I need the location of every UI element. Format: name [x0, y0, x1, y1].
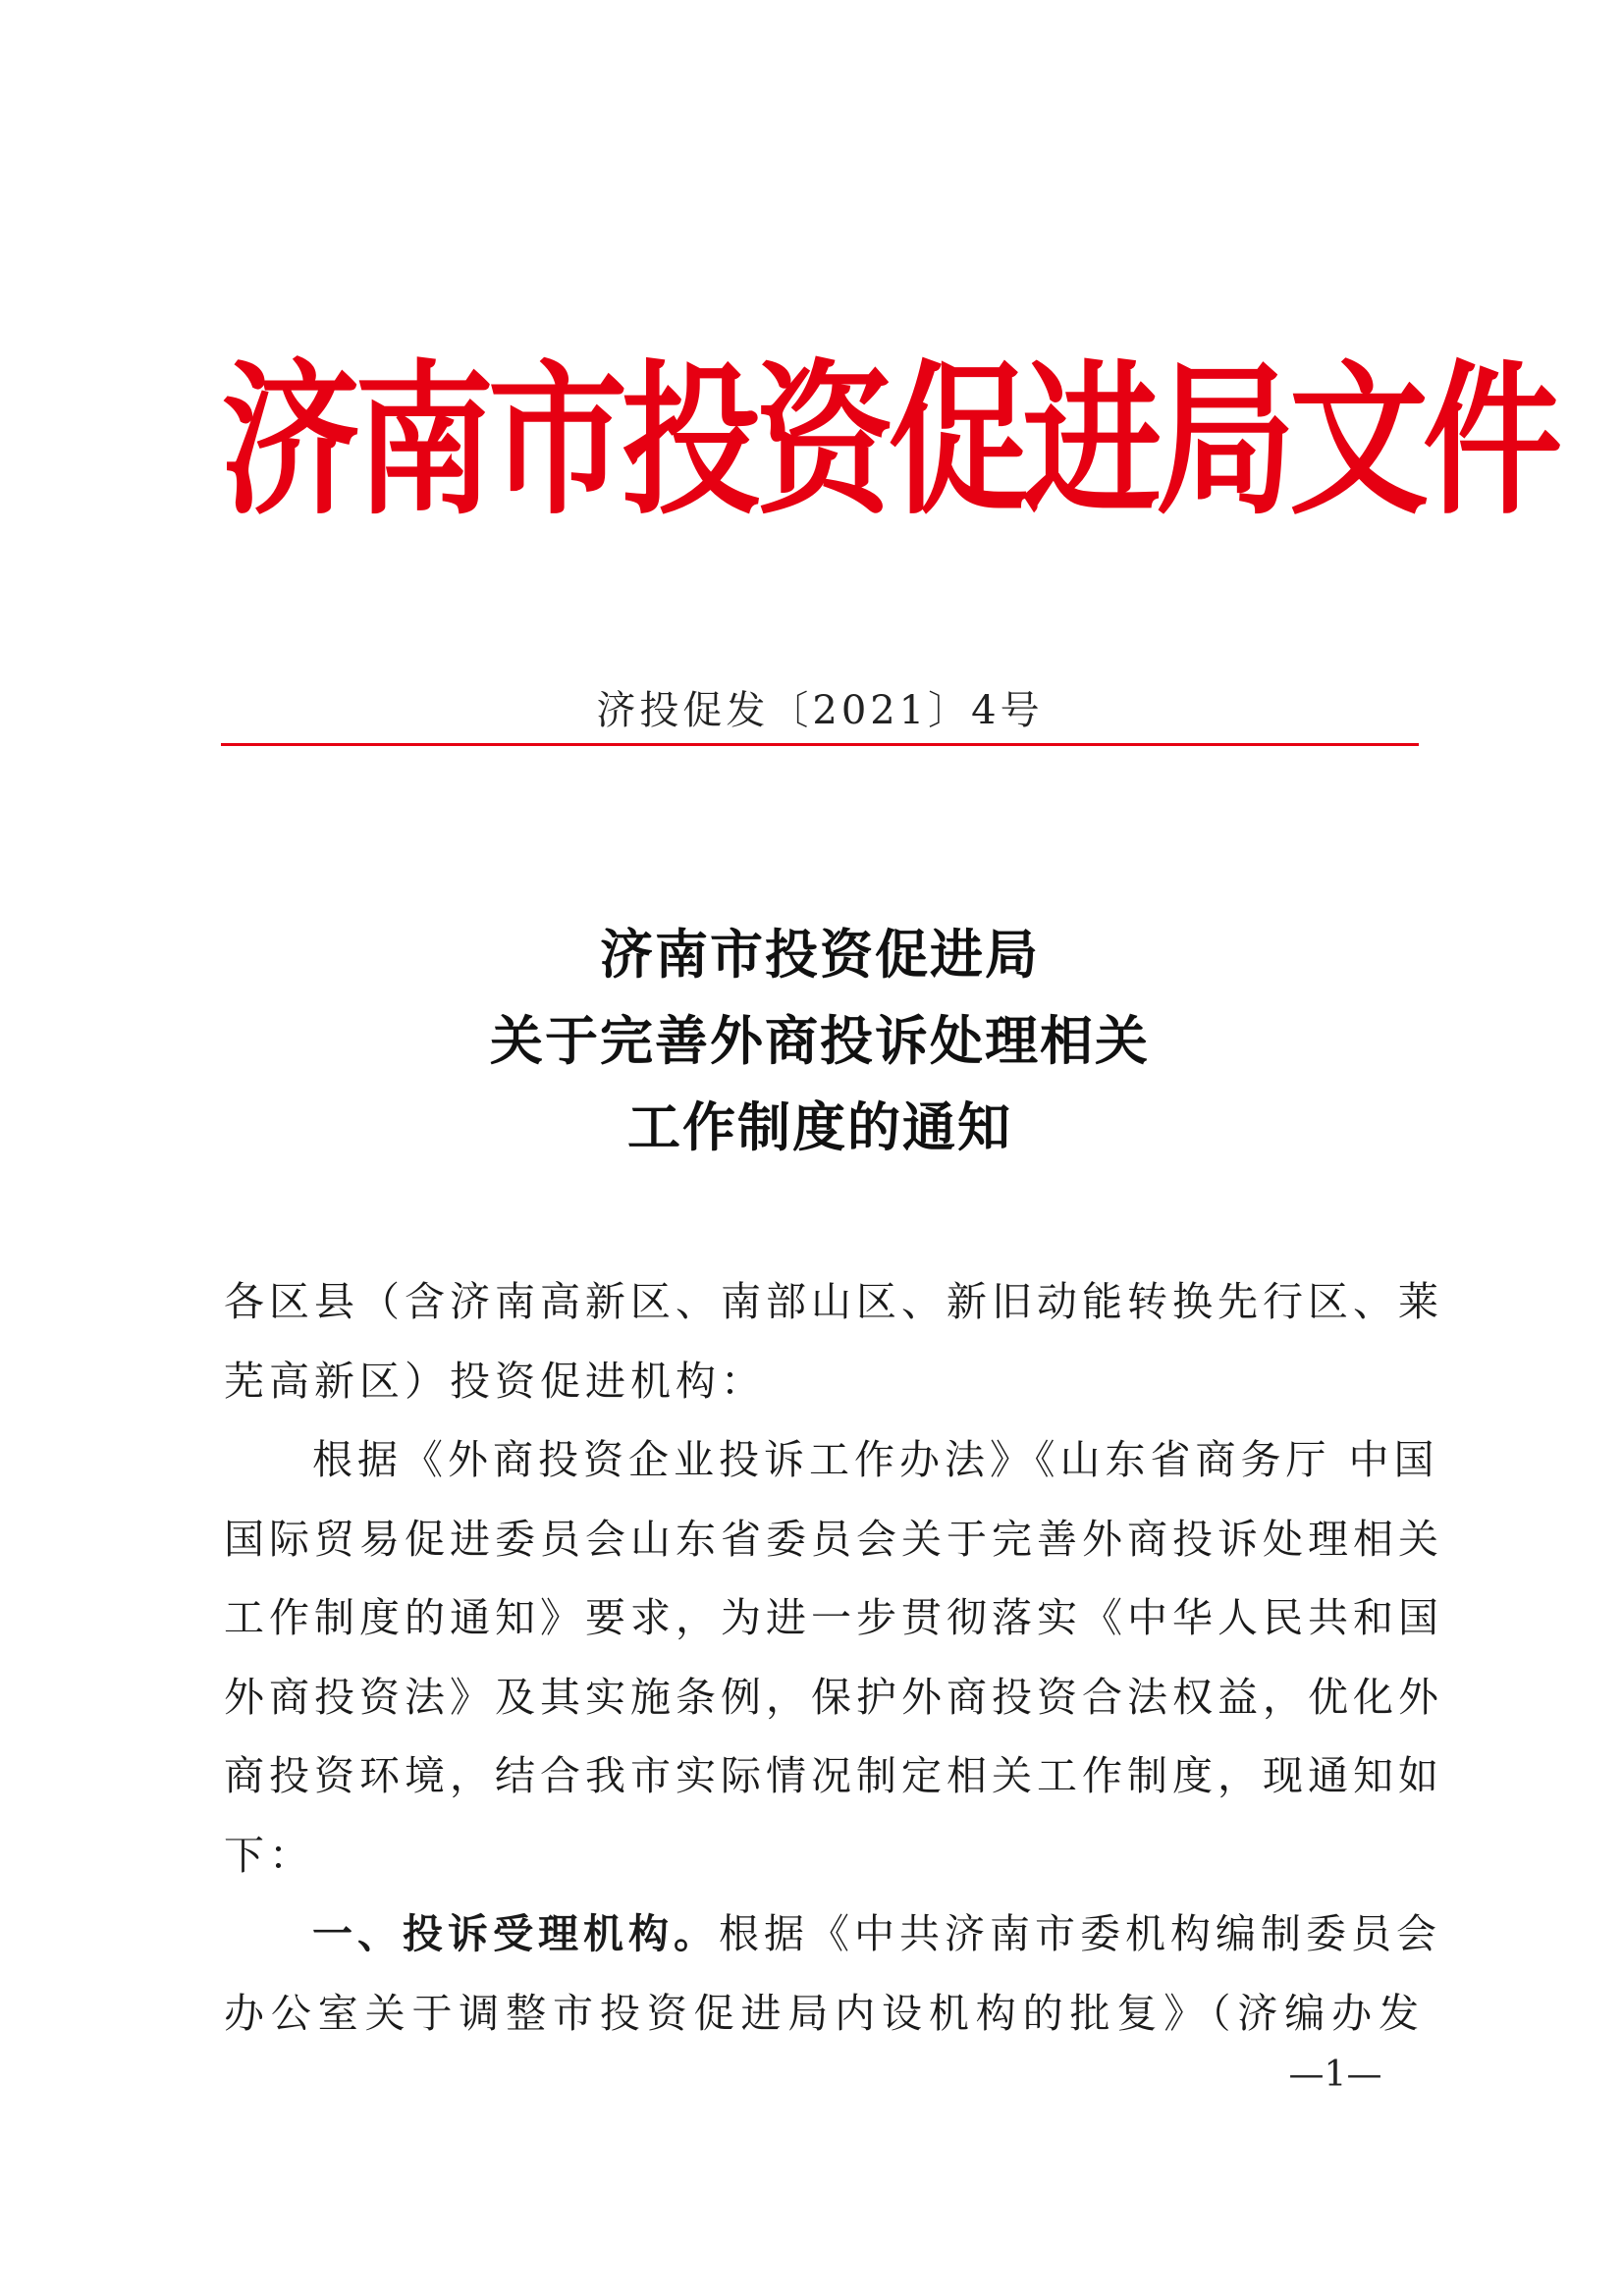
- section-1-line-2: 办公室关于调整市投资促进局内设机构的批复》（济编办发: [224, 1989, 1424, 2037]
- section-1-heading: 一、投诉受理机构。: [312, 1910, 719, 1957]
- addressee-line-1: 各区县（含济南高新区、南部山区、新旧动能转换先行区、莱: [224, 1278, 1443, 1325]
- section-1-line-1-text: 根据《中共济南市委机构编制委员会: [719, 1910, 1441, 1957]
- document-header-title: 济南市投资促进局文件: [221, 345, 1556, 538]
- paragraph-1-line-6: 下：: [224, 1831, 314, 1879]
- paragraph-1-line-3: 工作制度的通知》要求，为进一步贯彻落实《中华人民共和国: [224, 1594, 1443, 1641]
- paragraph-1-line-5: 商投资环境，结合我市实际情况制定相关工作制度，现通知如: [224, 1752, 1443, 1799]
- body-text: [224, 1262, 1443, 2053]
- addressee-line-2: 芜高新区）投资促进机构：: [224, 1357, 766, 1405]
- page-number: —1—: [1288, 2055, 1382, 2095]
- title-line-2: 关于完善外商投诉处理相关: [490, 1009, 1150, 1072]
- paragraph-1-line-2: 国际贸易促进委员会山东省委员会关于完善外商投诉处理相关: [224, 1515, 1443, 1563]
- section-1-line-1: [224, 1895, 1441, 1974]
- notice-title: [221, 911, 1419, 1170]
- document-number: 济投促发〔2021〕4号: [596, 688, 1044, 733]
- title-line-3: 工作制度的通知: [627, 1095, 1012, 1158]
- paragraph-1-line-4: 外商投资法》及其实施条例，保护外商投资合法权益，优化外: [224, 1673, 1443, 1721]
- header-divider: [221, 743, 1419, 746]
- title-line-1: 济南市投资促进局: [600, 923, 1040, 986]
- paragraph-1-line-1: 根据《外商投资企业投诉工作办法》《山东省商务厅 中国: [312, 1436, 1439, 1483]
